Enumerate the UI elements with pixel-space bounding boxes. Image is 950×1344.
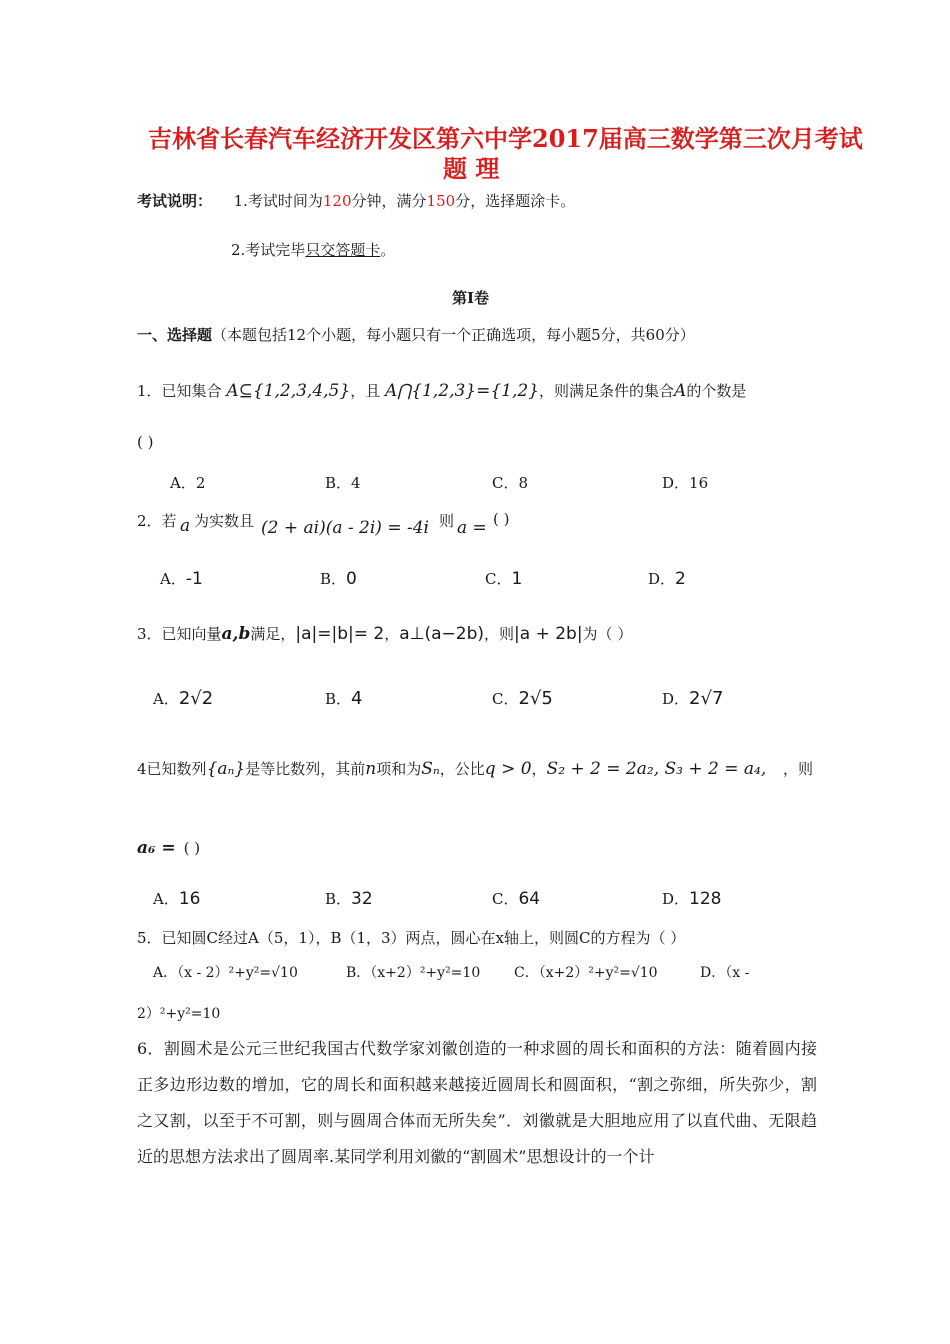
q4-option-d: D．128	[662, 889, 722, 909]
q1-text-1: 已知集合	[161, 382, 222, 400]
q4-text-3: 项和为	[376, 760, 422, 778]
instructions-item1-mid: 分钟，满分	[351, 192, 427, 210]
q4-option-a: A．16	[153, 889, 201, 909]
section-1-label: 一、选择题	[137, 326, 213, 344]
q3-number: 3．已知向量	[137, 625, 222, 643]
section-1-heading	[137, 324, 695, 345]
q4-n: n	[365, 759, 377, 779]
instructions-item2-underlined: 只交答题卡	[305, 241, 381, 259]
q1-text-4: 的个数是	[686, 382, 747, 400]
q5-option-d: D．（x -	[700, 965, 750, 981]
q1-option-a: A．2	[170, 474, 206, 492]
q1-math-intersection: A⋂{1,2,3}={1,2}	[385, 381, 540, 401]
q2-answer-paren: ( )	[493, 510, 510, 528]
q2-option-c: C．1	[485, 569, 523, 589]
q4-answer-paren: ( )	[183, 839, 201, 857]
q5-option-c: C．（x+2）²+y²=√10	[514, 965, 658, 981]
q3-option-c: C．2√5	[492, 688, 553, 709]
q5-option-d-cont: 2）²+y²=10	[137, 1006, 221, 1022]
exam-time: 120	[322, 192, 352, 210]
instructions-item1-pre: 1.考试时间为	[233, 192, 323, 210]
q1-option-c: C．8	[492, 474, 529, 492]
q4-option-c: C．64	[492, 889, 541, 909]
instructions-item2-pre: 2.考试完毕	[231, 241, 306, 259]
q3-option-b: B．4	[325, 688, 363, 709]
q3-text-2: ，则	[484, 625, 515, 643]
q1-text-2: ，且	[350, 382, 381, 400]
q3-option-a: A．2√2	[153, 688, 214, 709]
q4-a6: a₆ =	[137, 838, 176, 858]
title-line-2: 题 理	[443, 154, 500, 183]
q3-math-3: |a + 2b|	[514, 624, 583, 644]
q2-var-a: a	[180, 516, 191, 536]
question-1-stem	[137, 380, 746, 401]
q4-text-1: 已知数列	[146, 760, 207, 778]
q1-math-a: A	[674, 381, 687, 401]
q2-equation: (2 + ai)(a - 2i) = -4i	[261, 518, 429, 538]
q1-text-3: ，则满足条件的集合	[539, 382, 675, 400]
q3-text-1: 满足，	[250, 625, 296, 643]
q2-text-1: 为实数且	[194, 512, 255, 530]
q4-text-2: 是等比数列，其前	[245, 760, 366, 778]
q3-math-2: a⊥(a−2b)	[399, 624, 484, 644]
q1-math-subset: A⊆{1,2,3,4,5}	[226, 381, 351, 401]
instructions-item2-post: 。	[380, 241, 396, 259]
q5-stem: 5．已知圆C经过A（5，1），B（1，3）两点，圆心在x轴上，则圆C的方程为（ ）	[137, 929, 686, 947]
q4-text-4: ，公比	[439, 760, 485, 778]
q5-option-b: B．（x+2）²+y²=10	[346, 965, 481, 981]
q4-text-6: ，则	[783, 760, 814, 778]
question-3-stem: 3．已知向量a,b满足，|a|=|b|= 2，a⊥(a−2b)，则|a + 2b|为（ ）	[137, 624, 633, 644]
instructions-line-1	[137, 190, 575, 211]
q2-option-a: A．-1	[160, 569, 203, 589]
title-line-1: 吉林省长春汽车经济开发区第六中学2017届高三数学第三次月考试	[148, 124, 863, 153]
q3-math-1: |a|=|b|= 2	[295, 624, 385, 644]
q4-answer-line	[137, 838, 200, 858]
q6-paragraph: 6．割圆术是公元三世纪我国古代数学家刘徽创造的一种求圆的周长和面积的方法：随着圆内接正多边形边数的增加，它的周长和面积越来越接近圆周长和圆面积，“割之弥细，所失弥少，割之又割，以至于不可割，则与圆周合体而无所失矣”．刘徽就是大胆地应用了以直代曲、无限趋近的思想方法求出了圆周率.某同学利用刘徽的“割圆术”思想设计的一个计	[137, 1039, 817, 1166]
q3-vectors: a,b	[221, 624, 251, 644]
instructions-label: 考试说明：	[137, 192, 213, 210]
q3-option-d: D．2√7	[662, 688, 724, 709]
q2-answer-a: a =	[457, 518, 487, 538]
q1-option-d: D．16	[662, 474, 709, 492]
instructions-item1-post: 分，选择题涂卡。	[455, 192, 576, 210]
q4-sn: Sₙ	[421, 759, 440, 779]
q4-text-5: ，	[531, 760, 547, 778]
q2-number: 2．若	[137, 512, 177, 530]
q2-option-b: B．0	[320, 569, 357, 589]
q3-text-3: 为（ ）	[582, 625, 633, 643]
q2-text-2: ，则	[424, 512, 455, 530]
q1-answer-paren: ( )	[137, 433, 154, 451]
volume-heading: 第Ⅰ卷	[452, 289, 490, 307]
q4-number: 4	[137, 760, 147, 778]
q4-condition: S₂ + 2 = 2a₂, S₃ + 2 = a₄,	[546, 759, 767, 779]
full-score: 150	[426, 192, 456, 210]
section-1-desc: （本题包括12个小题，每小题只有一个正确选项，每小题5分，共60分）	[212, 326, 695, 344]
q4-option-b: B．32	[325, 889, 373, 909]
q5-option-a: A．（x - 2）²+y²=√10	[153, 965, 298, 981]
q2-option-d: D．2	[648, 569, 686, 589]
q4-ratio: q > 0	[484, 759, 532, 779]
q4-sequence: {aₙ}	[206, 759, 246, 779]
q1-option-b: B．4	[325, 474, 361, 492]
instructions-line-2	[231, 239, 395, 260]
q1-number: 1．	[137, 382, 162, 400]
question-4-stem	[137, 758, 766, 779]
